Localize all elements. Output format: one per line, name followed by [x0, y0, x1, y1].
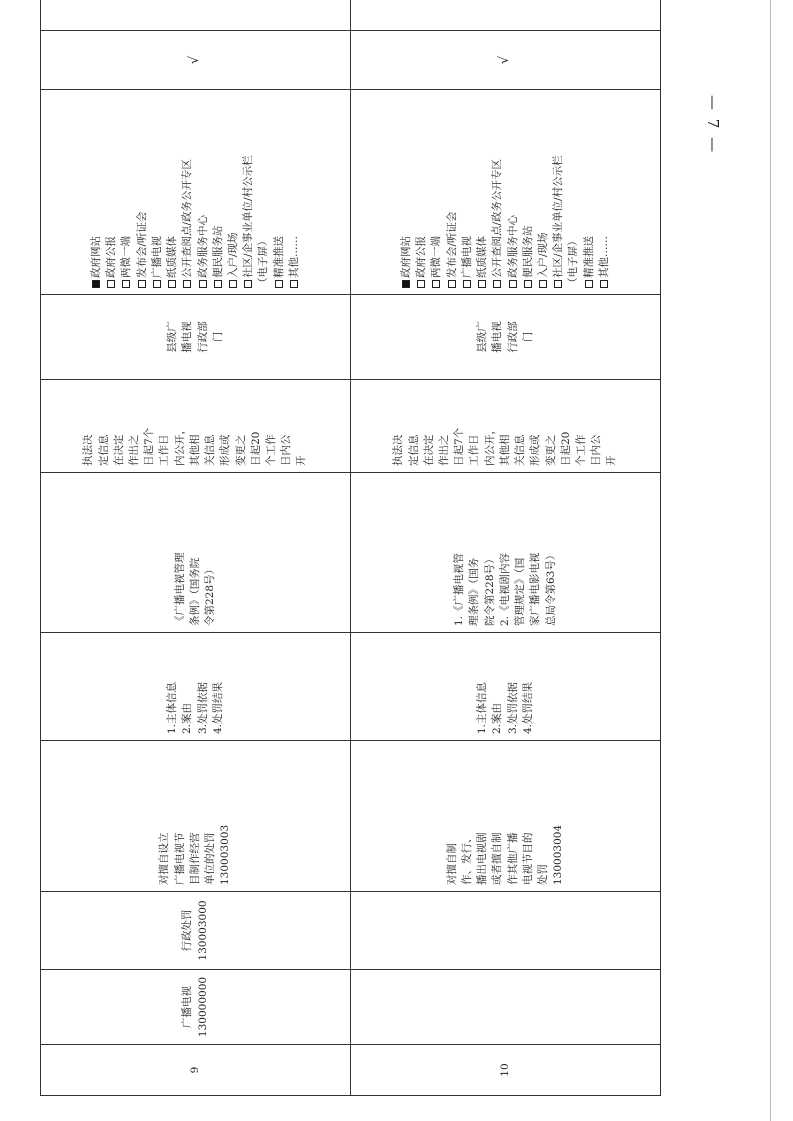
channel-option — [256, 96, 271, 288]
disclosure-body-cell — [351, 295, 661, 380]
disclosure-time-cell-line: 执法决 — [392, 434, 405, 466]
disclosure-body-cell — [41, 295, 351, 380]
disclosure-time-cell-line: 开 — [605, 455, 618, 466]
matter-item-cell-line: 作、发行、 — [460, 832, 473, 885]
unchecked-box-icon — [290, 280, 298, 288]
channel-label: 政务服务中心 — [506, 215, 519, 278]
matter-item-cell-line: 对擅自制 — [445, 843, 458, 885]
channel-option — [104, 96, 119, 288]
disclosure-body-cell-line: 门 — [521, 331, 534, 343]
unchecked-box-icon — [493, 280, 501, 288]
unchecked-box-icon — [463, 280, 471, 288]
channel-option — [119, 96, 134, 288]
channel-option — [150, 96, 165, 288]
channel-option — [135, 96, 150, 288]
channel-label: 发布会/听证会 — [445, 211, 458, 278]
channel-label: 纸质媒体 — [166, 236, 179, 278]
disclosure-time-cell-line: 工作日 — [468, 434, 481, 466]
disclosure-table-rotated — [40, 21, 660, 1096]
channel-option — [226, 96, 241, 288]
disclosure-table — [40, 0, 661, 1096]
disclosure-time-cell-line: 内公开， — [483, 424, 496, 466]
channel-label: 政府公报 — [105, 236, 118, 278]
table-row — [351, 0, 661, 1096]
disclosure-content-cell-line: 4.处罚结果 — [521, 681, 534, 734]
department-cell — [351, 970, 661, 1045]
unchecked-box-icon — [478, 280, 486, 288]
row-number: 9 — [41, 1045, 351, 1096]
unchecked-box-icon — [417, 280, 425, 288]
unchecked-box-icon — [524, 280, 532, 288]
unchecked-box-icon — [600, 280, 608, 288]
disclosure-time-cell-line: 其他相 — [188, 434, 201, 466]
disclosure-time-cell-line: 定信息 — [97, 434, 110, 466]
disclosure-body-cell-line: 播电视 — [181, 321, 194, 353]
channel-label: 其他…… — [287, 236, 300, 278]
disclosure-time-cell-line: 关信息 — [204, 434, 217, 466]
legal-basis-cell — [351, 473, 661, 633]
legal-basis-cell-line: 令第228号） — [204, 563, 217, 626]
disclosure-time-cell-line: 关信息 — [514, 434, 527, 466]
channel-label: 政府网站 — [399, 236, 412, 278]
unchecked-box-icon — [275, 280, 283, 288]
legal-basis-cell-line: 家广播电影电视 — [529, 552, 542, 626]
channel-label: 入户/现场 — [226, 232, 239, 278]
unchecked-box-icon — [214, 280, 222, 288]
channel-label: 两微一端 — [120, 236, 133, 278]
unchecked-box-icon — [107, 280, 115, 288]
channel-option — [399, 96, 414, 288]
disclosure-time-cell-line: 工作日 — [158, 434, 171, 466]
legal-basis-cell-line: 《广播电视管理 — [173, 552, 186, 626]
channel-option — [211, 96, 226, 288]
matter-item-cell-line: 目制作经营 — [188, 832, 201, 885]
channel-label: 精准推送 — [582, 236, 595, 278]
channel-option — [551, 96, 566, 288]
legal-basis-cell-line: 管理规定》（国 — [514, 557, 527, 626]
channel-option — [506, 96, 521, 288]
channel-option — [196, 96, 211, 288]
channel-label: 政务服务中心 — [196, 215, 209, 278]
channel-label: 入户/现场 — [536, 232, 549, 278]
disclosure-body-cell-line: 门 — [211, 331, 224, 343]
matter-item-cell — [351, 741, 661, 892]
checked-box-icon — [92, 280, 100, 288]
disclosure-body-cell-line: 行政部 — [196, 321, 209, 353]
channel-option — [272, 96, 287, 288]
channel-option — [241, 96, 256, 288]
disclosure-content-cell-line: 2.案由 — [491, 702, 504, 734]
disclosure-time-cell-line: 个工作 — [574, 434, 587, 466]
check-mark-cell: √ — [351, 31, 661, 90]
disclosure-content-cell-line: 3.处罚依据 — [196, 681, 209, 734]
disclosure-time-cell-line: 日起20 — [249, 431, 262, 466]
channel-label: 纸质媒体 — [476, 236, 489, 278]
channel-label: 便民服务站 — [521, 225, 534, 278]
channel-option — [89, 96, 104, 288]
row-number: 10 — [351, 1045, 661, 1096]
check-mark-cell — [351, 0, 661, 31]
disclosure-channels-cell — [351, 90, 661, 295]
channel-label: 公开查阅点/政务公开专区 — [491, 158, 504, 278]
matter-item-cell-line: 对擅自设立 — [158, 832, 171, 885]
disclosure-time-cell-line: 作出之 — [438, 434, 451, 466]
disclosure-time-cell-line: 内公开， — [173, 424, 186, 466]
channel-label: 广播电视 — [460, 236, 473, 278]
matter-item-cell-line: 作其他广播 — [506, 832, 519, 885]
matter-type-cell-line: 130003000 — [196, 900, 209, 961]
channel-option — [180, 96, 195, 288]
disclosure-content-cell — [41, 633, 351, 741]
disclosure-time-cell — [41, 380, 351, 473]
matter-type-cell — [351, 892, 661, 970]
disclosure-time-cell-line: 形成或 — [219, 434, 232, 466]
matter-item-cell-line: 或者擅自制 — [491, 832, 504, 885]
table-row — [41, 0, 351, 1096]
channel-label: 政府公报 — [415, 236, 428, 278]
unchecked-box-icon — [585, 280, 593, 288]
department-cell-line: 130000000 — [196, 976, 209, 1038]
channel-label: 便民服务站 — [211, 225, 224, 278]
legal-basis-cell-line: 院令第228号） — [483, 553, 496, 626]
disclosure-time-cell-line: 执法决 — [82, 434, 95, 466]
disclosure-time-cell-line: 日起7个 — [453, 427, 466, 466]
matter-item-cell-line: 广播电视节 — [173, 832, 186, 885]
disclosure-time-cell-line: 日内公 — [590, 434, 603, 466]
unchecked-box-icon — [509, 280, 517, 288]
channel-option — [460, 96, 475, 288]
channel-option — [287, 96, 302, 288]
unchecked-box-icon — [432, 280, 440, 288]
channel-label: 发布会/听证会 — [135, 211, 148, 278]
disclosure-body-cell-line: 行政部 — [506, 321, 519, 353]
channel-option — [414, 96, 429, 288]
channel-label: （电子屏） — [567, 235, 580, 288]
channel-label: 两微一端 — [430, 236, 443, 278]
disclosure-content-cell-line: 4.处罚结果 — [211, 681, 224, 734]
channel-label: 其他…… — [597, 236, 610, 278]
disclosure-time-cell-line: 其他相 — [498, 434, 511, 466]
check-mark-cell: √ — [41, 31, 351, 90]
matter-item-cell-line: 单位的处罚 — [204, 832, 217, 885]
channel-label: 广播电视 — [150, 236, 163, 278]
disclosure-time-cell-line: 定信息 — [407, 434, 420, 466]
check-mark-cell — [41, 0, 351, 31]
channel-label: 政府网站 — [89, 236, 102, 278]
channel-label: 社区/企事业单位/村公示栏 — [552, 155, 565, 278]
unchecked-box-icon — [183, 280, 191, 288]
disclosure-channels-cell — [41, 90, 351, 295]
disclosure-content-cell-line: 3.处罚依据 — [506, 681, 519, 734]
matter-type-cell-line: 行政处罚 — [181, 909, 194, 952]
disclosure-content-cell-line: 1.主体信息 — [166, 681, 179, 734]
disclosure-body-cell-line: 县级广 — [476, 321, 489, 353]
matter-item-cell-line: 130003004 — [552, 824, 565, 885]
disclosure-time-cell-line: 在决定 — [422, 434, 435, 466]
disclosure-time-cell-line: 在决定 — [112, 434, 125, 466]
channel-label: （电子屏） — [257, 235, 270, 288]
channel-label: 公开查阅点/政务公开专区 — [181, 158, 194, 278]
channel-option — [536, 96, 551, 288]
unchecked-box-icon — [138, 280, 146, 288]
channel-option — [475, 96, 490, 288]
unchecked-box-icon — [122, 280, 130, 288]
disclosure-time-cell-line: 变更之 — [544, 434, 557, 466]
channel-option — [445, 96, 460, 288]
department-cell-line: 广播电视 — [181, 986, 194, 1028]
disclosure-time-cell-line: 开 — [295, 455, 308, 466]
legal-basis-cell-line: 理条例》（国务 — [468, 557, 481, 626]
unchecked-box-icon — [153, 280, 161, 288]
checked-box-icon — [402, 280, 410, 288]
channel-option — [597, 96, 612, 288]
legal-basis-cell-line: 条例》（国务院 — [188, 557, 201, 626]
disclosure-time-cell-line: 日起7个 — [143, 427, 156, 466]
disclosure-body-cell-line: 县级广 — [166, 321, 179, 353]
page-edge-line — [770, 0, 771, 1121]
legal-basis-cell-line: 总局令第63号） — [544, 549, 557, 626]
page-number: — 7 — — [704, 95, 722, 155]
disclosure-time-cell-line: 日内公 — [280, 434, 293, 466]
unchecked-box-icon — [168, 280, 176, 288]
legal-basis-cell — [41, 473, 351, 633]
disclosure-content-cell-line: 1.主体信息 — [476, 681, 489, 734]
unchecked-box-icon — [448, 280, 456, 288]
disclosure-content-cell-line: 2.案由 — [181, 702, 194, 734]
channel-option — [429, 96, 444, 288]
unchecked-box-icon — [244, 280, 252, 288]
channel-label: 精准推送 — [272, 236, 285, 278]
department-cell — [41, 970, 351, 1045]
disclosure-content-cell — [351, 633, 661, 741]
matter-item-cell-line: 处罚 — [536, 864, 549, 885]
matter-item-cell-line: 电视节目的 — [521, 832, 534, 885]
matter-type-cell — [41, 892, 351, 970]
matter-item-cell — [41, 741, 351, 892]
unchecked-box-icon — [229, 280, 237, 288]
channel-label: 社区/企事业单位/村公示栏 — [242, 155, 255, 278]
disclosure-time-cell-line: 作出之 — [128, 434, 141, 466]
disclosure-time-cell-line: 个工作 — [264, 434, 277, 466]
channel-option — [566, 96, 581, 288]
disclosure-time-cell-line: 形成或 — [529, 434, 542, 466]
unchecked-box-icon — [199, 280, 207, 288]
channel-option — [165, 96, 180, 288]
matter-item-cell-line: 播出电视剧 — [476, 832, 489, 885]
channel-option — [521, 96, 536, 288]
legal-basis-cell-line: 1.《广播电视管 — [453, 552, 466, 626]
channel-option — [582, 96, 597, 288]
disclosure-time-cell — [351, 380, 661, 473]
disclosure-time-cell-line: 变更之 — [234, 434, 247, 466]
unchecked-box-icon — [539, 280, 547, 288]
legal-basis-cell-line: 2.《电视剧内容 — [498, 552, 511, 626]
disclosure-time-cell-line: 日起20 — [559, 431, 572, 466]
disclosure-body-cell-line: 播电视 — [491, 321, 504, 353]
channel-option — [490, 96, 505, 288]
matter-item-cell-line: 130003003 — [219, 824, 232, 885]
unchecked-box-icon — [554, 280, 562, 288]
